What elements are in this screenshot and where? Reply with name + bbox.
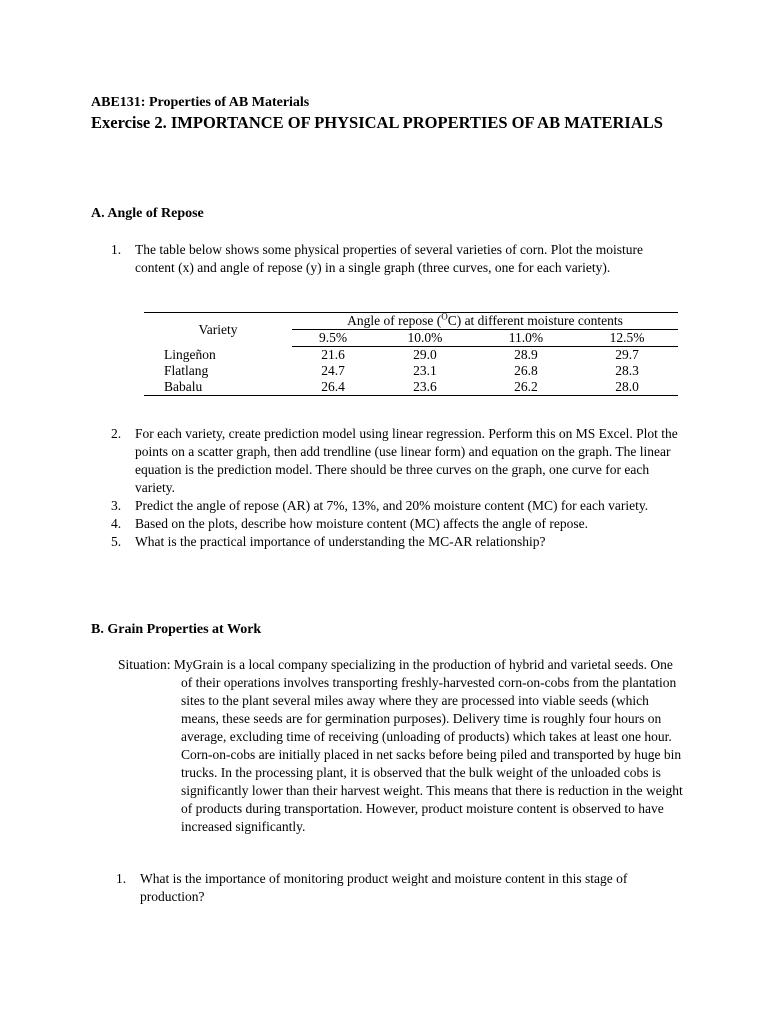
column-header: 10.0%	[374, 330, 476, 347]
value-cell: 21.6	[321, 347, 345, 362]
value-cell: 23.1	[413, 363, 437, 378]
variety-header: Variety	[198, 321, 238, 337]
section-a-list-part2	[111, 425, 681, 551]
list-item-text: Based on the plots, describe how moisture content (MC) affects the angle of repose.	[135, 516, 589, 531]
list-item-number: 1.	[111, 242, 122, 257]
value-cell: 26.8	[514, 363, 538, 378]
list-item-number: 3.	[111, 498, 122, 513]
list-item-number: 5.	[111, 534, 122, 549]
list-item	[116, 870, 681, 906]
column-header: 12.5%	[576, 330, 678, 347]
section-a-heading: A. Angle of Repose	[91, 206, 204, 221]
section-a-list-part1	[111, 241, 681, 277]
section-b-heading: B. Grain Properties at Work	[91, 622, 262, 637]
list-item-text: What is the practical importance of understanding the MC-AR relationship?	[135, 534, 546, 549]
value-cell: 29.0	[413, 347, 437, 362]
table-row	[144, 363, 678, 379]
table-row	[144, 347, 678, 364]
list-item	[111, 425, 681, 497]
situation-paragraph	[118, 656, 687, 836]
course-title: ABE131: Properties of AB Materials	[91, 95, 310, 110]
variety-cell: Lingeñon	[164, 346, 216, 362]
list-item-number: 2.	[111, 426, 122, 441]
value-cell: 23.6	[413, 379, 437, 394]
column-header: 11.0%	[476, 330, 576, 347]
list-item	[111, 497, 681, 515]
variety-cell: Flatlang	[164, 363, 209, 378]
list-item-number: 1.	[116, 871, 127, 886]
value-cell: 28.0	[615, 379, 639, 394]
list-item-text: For each variety, create prediction model using linear regression. Perform this on MS Excel. Plot the points on a scatter graph, then add trendline (use linear form) and equation on the graph. The linear equation is the prediction model. There should be three curves on the graph, one curve for each variety.	[135, 426, 678, 495]
list-item-text: The table below shows some physical properties of several varieties of corn. Plot the moisture content (x) and angle of repose (y) in a single graph (three curves, one for each variety).	[135, 242, 643, 275]
value-cell: 26.4	[321, 379, 345, 394]
value-cell: 26.2	[514, 379, 538, 394]
value-cell: 28.9	[514, 347, 538, 362]
situation-label: Situation:	[118, 657, 171, 672]
list-item-number: 4.	[111, 516, 122, 531]
column-header: 9.5%	[292, 330, 374, 347]
exercise-title: Exercise 2. IMPORTANCE OF PHYSICAL PROPERTIES OF AB MATERIALS	[91, 113, 663, 132]
moisture-group-header: Angle of repose ($^O$C) at different moisture contents	[292, 313, 678, 330]
list-item	[111, 533, 681, 551]
value-cell: 29.7	[615, 347, 639, 362]
variety-cell: Babalu	[164, 379, 203, 394]
value-cell: 28.3	[615, 363, 639, 378]
table-row	[144, 379, 678, 396]
situation-text: MyGrain is a local company specializing in the production of hybrid and varietal seeds. One of their operations involves transporting freshly-harvested corn-on-cobs from the plantation sites to the plant several miles away where they are processed into viable seeds (which means, these seeds are for germination purposes). Delivery time is roughly four hours on average, excluding time of receiving (unloading of products) which takes at least one hour. Corn-on-cobs are initially placed in net sacks before being piled and transported by huge bin trucks. In the processing plant, it is observed that the bulk weight of the unloaded cobs is significantly lower than their harvest weight. This means that there is reduction in the weight of products during transportation. However, product moisture content is observed to have increased significantly.	[173, 657, 683, 834]
section-b-list	[116, 870, 681, 906]
list-item	[111, 241, 681, 277]
angle-of-repose-table	[144, 312, 678, 396]
list-item	[111, 515, 681, 533]
situation-block	[118, 656, 687, 836]
value-cell: 24.7	[321, 363, 345, 378]
list-item-text: Predict the angle of repose (AR) at 7%, 13%, and 20% moisture content (MC) for each variety.	[135, 498, 649, 513]
list-item-text: What is the importance of monitoring product weight and moisture content in this stage of production?	[140, 871, 628, 904]
